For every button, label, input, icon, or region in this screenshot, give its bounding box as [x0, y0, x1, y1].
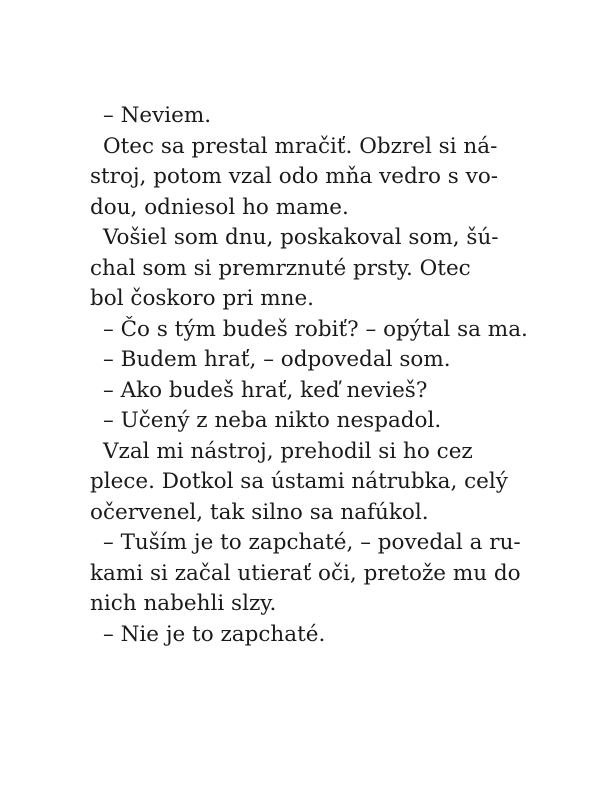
text-line: stroj, potom vzal odo mňa vedro s vo- [90, 164, 499, 189]
text-line: – Neviem. [103, 103, 212, 128]
text-line: nich nabehli slzy. [90, 591, 277, 616]
text-line: bol čoskoro pri mne. [90, 286, 315, 311]
text-line: – Nie je to zapchaté. [103, 621, 326, 647]
text-line: – Učený z neba nikto nespadol. [103, 408, 442, 433]
text-line: Vzal mi nástroj, prehodil si ho cez [103, 438, 473, 464]
text-line: – Budem hrať, – odpovedal som. [103, 347, 451, 372]
text-line: očervenel, tak silno sa nafúkol. [90, 499, 429, 525]
text-line: plece. Dotkol sa ústami nátrubka, celý [90, 469, 508, 494]
text-line: chal som si premrznuté prsty. Otec [90, 255, 471, 281]
text-line: Vošiel som dnu, poskakoval som, šú- [103, 225, 499, 250]
text-line: – Čo s tým budeš robiť? – opýtal sa ma. [103, 316, 528, 342]
text-line: Otec sa prestal mračiť. Obzrel si ná- [103, 133, 498, 159]
page-text [90, 101, 550, 650]
text-line: – Ako budeš hrať, keď nevieš? [103, 377, 428, 403]
text-line: dou, odniesol ho mame. [90, 194, 349, 220]
text-line: kami si začal utierať oči, pretože mu do [90, 560, 521, 586]
text-line: – Tuším je to zapchaté, – povedal a ru- [103, 530, 521, 555]
